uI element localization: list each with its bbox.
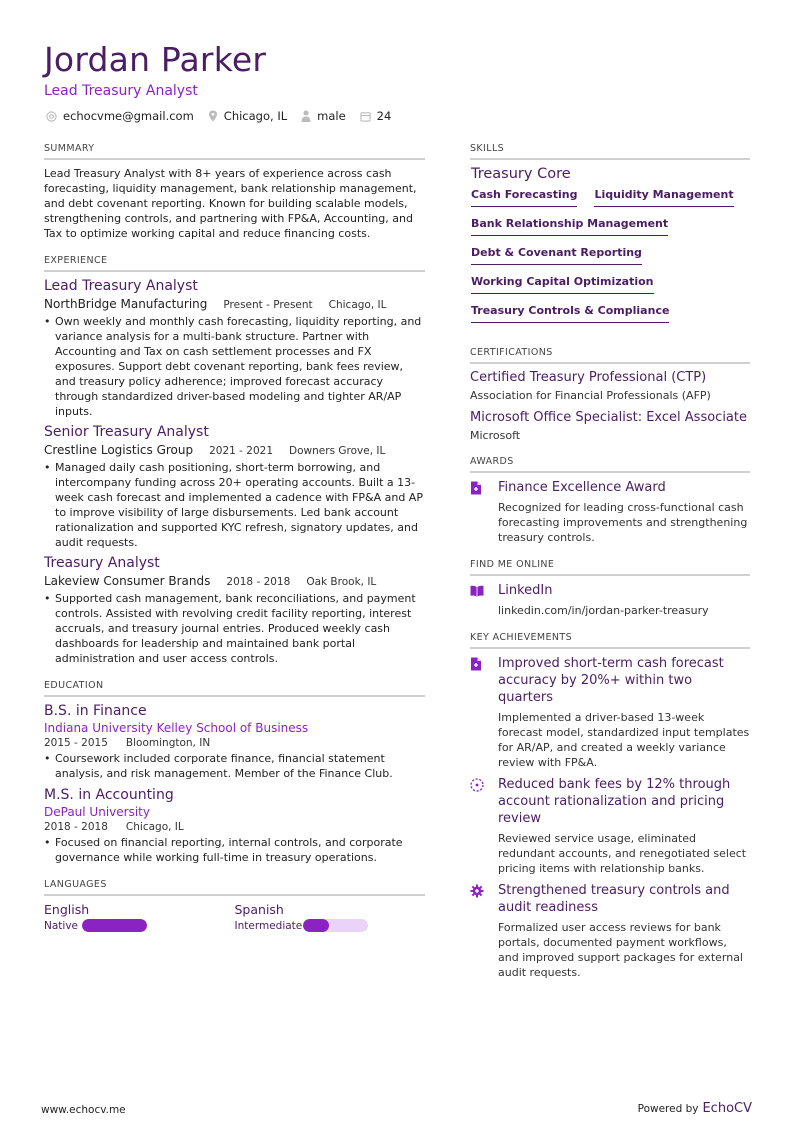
contact-email-text: echocvme@gmail.com <box>63 109 194 123</box>
job-company: Crestline Logistics Group <box>44 443 194 457</box>
contact-age <box>360 109 392 123</box>
achievement-entry <box>470 776 750 876</box>
job-entry <box>44 424 425 550</box>
online-heading: FIND ME ONLINE <box>470 559 750 576</box>
job-title: Lead Treasury Analyst <box>44 278 198 294</box>
awards-heading: AWARDS <box>470 456 750 473</box>
edu-location: Chicago, IL <box>125 821 184 833</box>
skill-tag: Cash Forecasting <box>471 188 577 207</box>
job-dates: Present - Present <box>223 299 313 311</box>
job-dates: 2021 - 2021 <box>209 445 274 457</box>
achievement-icon-wrap <box>470 655 498 770</box>
contact-location <box>208 109 287 123</box>
candidate-role: Lead Treasury Analyst <box>44 83 198 99</box>
languages-list <box>44 902 425 932</box>
achievement-body <box>498 655 750 770</box>
job-company: Lakeview Consumer Brands <box>44 574 211 588</box>
bullet-dot: • <box>44 592 51 605</box>
achievement-title: Improved short-term cash forecast accuracy by 20%+ within two quarters <box>498 656 724 705</box>
online-title[interactable]: LinkedIn <box>498 583 553 598</box>
job-location: Chicago, IL <box>328 299 387 311</box>
edu-dates: 2018 - 2018 <box>44 821 108 833</box>
job-meta <box>44 443 425 457</box>
job-entry <box>44 278 425 419</box>
experience-heading: EXPERIENCE <box>44 255 425 272</box>
edu-bullet-text: Focused on financial reporting, internal controls, and corporate governance while working full-time in treasury operations. <box>55 836 403 864</box>
education-entry <box>44 703 425 781</box>
job-bullet-text: Supported cash management, bank reconciliations, and payment controls. Assisted with revolving credit facility reporting, interest accruals, and treasury journal entries. Produced weekly cash dashboards for leadership and maintained bank portal administration and user access controls. <box>55 592 416 665</box>
certification-org: Microsoft <box>470 429 521 442</box>
skill-group-title: Treasury Core <box>471 166 571 182</box>
at-icon <box>46 111 57 122</box>
achievement-text: Implemented a driver-based 13-week forecast model, standardized input templates for AR/AP, and created a weekly variance review with FP&A. <box>498 711 750 769</box>
award-icon-wrap <box>470 479 498 545</box>
document-icon <box>470 657 482 671</box>
language-level: Intermediate <box>234 919 303 932</box>
certifications-heading: CERTIFICATIONS <box>470 347 750 364</box>
skill-tag: Treasury Controls & Compliance <box>471 304 669 323</box>
edu-school: DePaul University <box>44 805 150 819</box>
bullet-dot: • <box>44 836 51 849</box>
languages-section <box>44 879 425 932</box>
gear-icon <box>470 884 484 898</box>
skill-tag: Bank Relationship Management <box>471 217 668 236</box>
online-url[interactable]: linkedin.com/in/jordan-parker-treasury <box>498 604 709 617</box>
certifications-section <box>470 347 750 442</box>
contact-location-text: Chicago, IL <box>223 109 288 123</box>
calendar-icon <box>360 111 371 122</box>
achievement-title: Strengthened treasury controls and audit readiness <box>498 883 730 915</box>
education-section <box>44 680 425 865</box>
right-column <box>470 143 750 994</box>
language-name: English <box>44 902 90 917</box>
achievement-entry <box>470 655 750 770</box>
achievement-title: Reduced bank fees by 12% through account rationalization and pricing review <box>498 777 731 826</box>
contact-bar <box>46 109 405 123</box>
job-dates: 2018 - 2018 <box>226 576 291 588</box>
edu-degree: M.S. in Accounting <box>44 787 174 803</box>
edu-bullet-text: Coursework included corporate finance, financial statement analysis, and risk management. Member of the Finance Club. <box>55 752 393 780</box>
left-column <box>44 143 425 946</box>
edu-bullet <box>44 751 425 781</box>
job-location: Oak Brook, IL <box>306 576 377 588</box>
certification-entry <box>470 370 750 402</box>
award-entry <box>470 479 750 545</box>
language-level-row <box>44 919 235 932</box>
edu-location: Bloomington, IN <box>125 737 211 749</box>
contact-gender-text: male <box>317 109 346 123</box>
summary-text: Lead Treasury Analyst with 8+ years of experience across cash forecasting, liquidity management, bank relationship management, and debt covenant reporting. Known for building scalable models, strengthening controls, and partnering with FP&A, Accounting, and Tax to optimize working capital and reduce financing costs. <box>44 167 417 240</box>
achievement-body <box>498 776 750 876</box>
language-proficiency-fill <box>303 919 329 932</box>
language-entry <box>44 902 235 932</box>
certification-name: Certified Treasury Professional (CTP) <box>470 370 707 385</box>
achievement-icon-wrap <box>470 882 498 980</box>
footer-site-link[interactable]: www.echocv.me <box>41 1104 126 1116</box>
bullet-dot: • <box>44 461 51 474</box>
bullet-dot: • <box>44 752 51 765</box>
language-proficiency-fill <box>82 919 147 932</box>
skills-heading: SKILLS <box>470 143 750 160</box>
language-proficiency-bar <box>82 919 147 932</box>
achievement-text: Reviewed service usage, eliminated redundant accounts, and renegotiated select pricing items with relationship banks. <box>498 832 747 875</box>
skills-section <box>470 143 750 333</box>
online-icon-wrap <box>470 582 498 618</box>
achievements-section <box>470 632 750 980</box>
footer-powered-label: Powered by <box>637 1103 699 1115</box>
edu-degree: B.S. in Finance <box>44 703 147 719</box>
edu-meta <box>44 821 425 833</box>
candidate-name: Jordan Parker <box>44 40 267 79</box>
language-name: Spanish <box>234 902 284 917</box>
job-entry <box>44 555 425 666</box>
achievement-icon-wrap <box>470 776 498 876</box>
languages-heading: LANGUAGES <box>44 879 425 896</box>
book-icon <box>470 585 484 597</box>
job-title: Treasury Analyst <box>44 555 160 571</box>
job-company: NorthBridge Manufacturing <box>44 297 208 311</box>
person-icon <box>301 110 311 122</box>
skill-tag: Working Capital Optimization <box>471 275 654 294</box>
job-bullet-text: Own weekly and monthly cash forecasting, liquidity reporting, and variance analysis for a multi-bank structure. Partner with Accounting and Tax on cash settlement processes and FX exposures. Support debt covenant reporting, bank fees review, and treasury policy adherence; improved forecast accuracy through standardized driver-based modeling and tighter AR/AP inputs. <box>55 315 422 418</box>
skill-tag: Liquidity Management <box>594 188 733 207</box>
summary-section <box>44 143 425 241</box>
online-section <box>470 559 750 618</box>
contact-email[interactable] <box>46 109 194 123</box>
language-level-row <box>235 919 426 932</box>
certification-name: Microsoft Office Specialist: Excel Associate <box>470 410 747 425</box>
achievement-body <box>498 882 750 980</box>
job-bullet <box>44 591 425 666</box>
job-bullet-text: Managed daily cash positioning, short-term borrowing, and intercompany funding across 20+ operating accounts. Built a 13-week cash forecast and implemented a cadence with FP&A and AP to improve visibility of large disbursements. Led bank account rationalization and supported KYC refresh, signatory updates, and audit requests. <box>55 461 423 549</box>
education-heading: EDUCATION <box>44 680 425 697</box>
job-title: Senior Treasury Analyst <box>44 424 209 440</box>
contact-gender <box>301 109 346 123</box>
bullet-dot: • <box>44 315 51 328</box>
language-proficiency-bar <box>303 919 368 932</box>
online-entry[interactable] <box>470 582 750 618</box>
job-bullet <box>44 314 425 419</box>
edu-meta <box>44 737 425 749</box>
job-location: Downers Grove, IL <box>289 445 386 457</box>
education-entry <box>44 787 425 865</box>
footer-powered-by <box>638 1101 752 1116</box>
experience-section <box>44 255 425 666</box>
award-text: Recognized for leading cross-functional cash forecasting improvements and strengthening treasury controls. <box>498 501 748 544</box>
location-pin-icon <box>208 110 218 122</box>
online-body <box>498 582 709 618</box>
skill-tag: Debt & Covenant Reporting <box>471 246 642 265</box>
award-body <box>498 479 750 545</box>
award-title: Finance Excellence Award <box>498 480 666 495</box>
achievement-text: Formalized user access reviews for bank portals, documented payment workflows, and improved support packages for external audit requests. <box>498 921 743 979</box>
job-bullet <box>44 460 425 550</box>
achievements-heading: KEY ACHIEVEMENTS <box>470 632 750 649</box>
edu-school: Indiana University Kelley School of Business <box>44 721 309 735</box>
dashed-circle-icon <box>470 778 484 792</box>
job-meta <box>44 297 425 311</box>
document-icon <box>470 481 482 495</box>
summary-heading: SUMMARY <box>44 143 425 160</box>
language-level: Native <box>44 919 78 932</box>
certification-org: Association for Financial Professionals (AFP) <box>470 389 711 402</box>
skills-list <box>470 188 750 333</box>
footer-brand[interactable]: EchoCV <box>702 1101 752 1116</box>
language-entry <box>235 902 426 932</box>
edu-bullet <box>44 835 425 865</box>
certification-entry <box>470 410 750 442</box>
job-meta <box>44 574 425 588</box>
awards-section <box>470 456 750 545</box>
achievement-entry <box>470 882 750 980</box>
edu-dates: 2015 - 2015 <box>44 737 108 749</box>
contact-age-text: 24 <box>376 109 392 123</box>
